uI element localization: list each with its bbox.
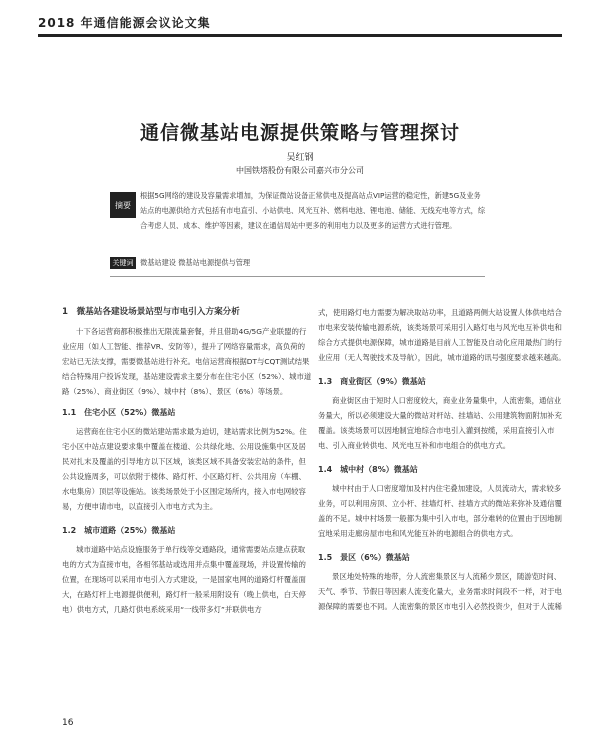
section-1-5-paragraph: 景区地处特殊的地带，分人流密集景区与人流稀少景区，随游览时间、天气、季节、节假日等因素人流变化量大，业务需求时间段不一样，对于电源保障的需要也不同。人流密集的景区市电引入必然投资少，但对于人流稀 [318, 572, 562, 611]
section-1-2-heading: 1.2 城市道路（25%）微基站 [62, 526, 176, 535]
section-1-4-heading: 1.4 城中村（8%）微基站 [318, 465, 418, 474]
journal-header: 2018 年通信能源会议论文集 [38, 16, 211, 30]
section-1-3-paragraph: 商业街区由于短时人口密度较大，商业业务量集中，人流密集，通信业务量大，所以必须建设大量的微站对杆站、挂墙站、公用建筑物面附加补充覆盖。该类场景可以因地制宜地综合市电引入灌到按缆，采用直接引入市电、引入商业转供电、风光电互补和市电组合的供电方式。 [318, 396, 562, 450]
keywords-text: 微基站建设 微基站电源提供与管理 [140, 258, 251, 267]
section-1-3-heading: 1.3 商业街区（9%）微基站 [318, 377, 426, 386]
left-column [62, 305, 312, 617]
header-rule [38, 34, 562, 37]
abstract-text: 根据5G网络的建设及容量需求增加，为保证微站设备正常供电及提高站点VIP运营的稳定性，新建5G及业务站点的电源供给方式包括有市电直引、小站供电、风光互补、燃料电池、锂电池、储能、无线充电等方式，综合考虑人员、成本、维护等因素，建议在通信局站中更多的利用电力以及更多的运营方式进行管理。 [140, 191, 486, 230]
keywords-label: 关键词 [110, 257, 136, 269]
abstract-label: 摘要 [110, 192, 136, 218]
article-affiliation: 中国铁塔股份有限公司嘉兴市分公司 [236, 166, 364, 175]
section-1-2-paragraph: 城市道路中站点设施服务于单行线等交通路段，通常需要站点建点获取电的方式为直接市电，各相邻基站或选用并点集中覆盖现场，并设置传输的位置，在现场可以采用市电引入方式建设，一是国家电网的道路灯杆覆盖面大，在路灯杆上电源提供便利，路灯杆一般采用附设有（晚上供电，白天停电）供电方式，几路灯供电系统采用“一线带多灯”并联供电方 [62, 545, 306, 614]
section-1-paragraph: 十下各运营商都积极推出无限流量套餐，并且借助4G/5G产业联盟的行业应用（如人工智能、推荐VR、安防等），提升了网络容量需求，高负荷的宏站已无法支撑，需要微基站进行补充。电信运营商根据DT与CQT测试结果结合特殊用户投诉发现，基站建设需求主要分布在住宅小区（52%）、城市道路（25%）、商业街区（9%）、城中村（8%）、景区（6%）等场景。 [62, 327, 312, 396]
section-1-heading: 1 微基站各建设场景站型与市电引入方案分析 [62, 307, 240, 317]
article-author: 吴红钢 [286, 153, 314, 163]
section-1-5-heading: 1.5 景区（6%）微基站 [318, 553, 410, 562]
section-1-1-heading: 1.1 住宅小区（52%）微基站 [62, 408, 176, 417]
right-column [318, 305, 568, 614]
section-1-1-paragraph: 运营商在住宅小区的微站建站需求最为迫切，建站需求比例为52%。住宅小区中站点建设要求集中覆盖在楼道、公共绿化地、公用设施集中区及居民对扎末及覆盖的引导地方以下区域，该类区域不具备安装宏站的条件，但公共设施周多，可以依附于楼体、路灯杆、小区路灯杆、公共用房（车棚、水电集房）顶层等设施站。该类场景处于小区围定场所内，接入市电网较容易，方便申请市电，以直接引入市电方式为主。 [62, 427, 307, 511]
abstract-divider [110, 276, 485, 277]
article-title: 通信微基站电源提供策略与管理探讨 [139, 122, 460, 144]
page-number: 16 [62, 718, 74, 728]
section-1-4-paragraph: 城中村由于人口密度增加及村内住宅叠加建设，人员流动大，需求较多业务，可以利用房顶、立小杆、挂墙灯杆、挂墙方式的微站来弥补及通信覆盖的不足。城中村场景一般都为集中引入市电，部分难转的位置由于因地制宜地采用走廊房屋市电和风光能互补的电源组合的供电方式。 [318, 484, 562, 538]
continued-paragraph: 式，使用路灯电力需要为解决取站功率，且道路两侧大站设置人体供电结合市电来安装传输电源系统，该类场景可采用引入路灯电与风光电互补供电和综合方式提供电源保障，城市道路是目前人工智能及自动化应用最热门的行业应用（无人驾驶技术及导航），因此，城市道路的讯号强度要求越来越高。 [318, 308, 566, 362]
